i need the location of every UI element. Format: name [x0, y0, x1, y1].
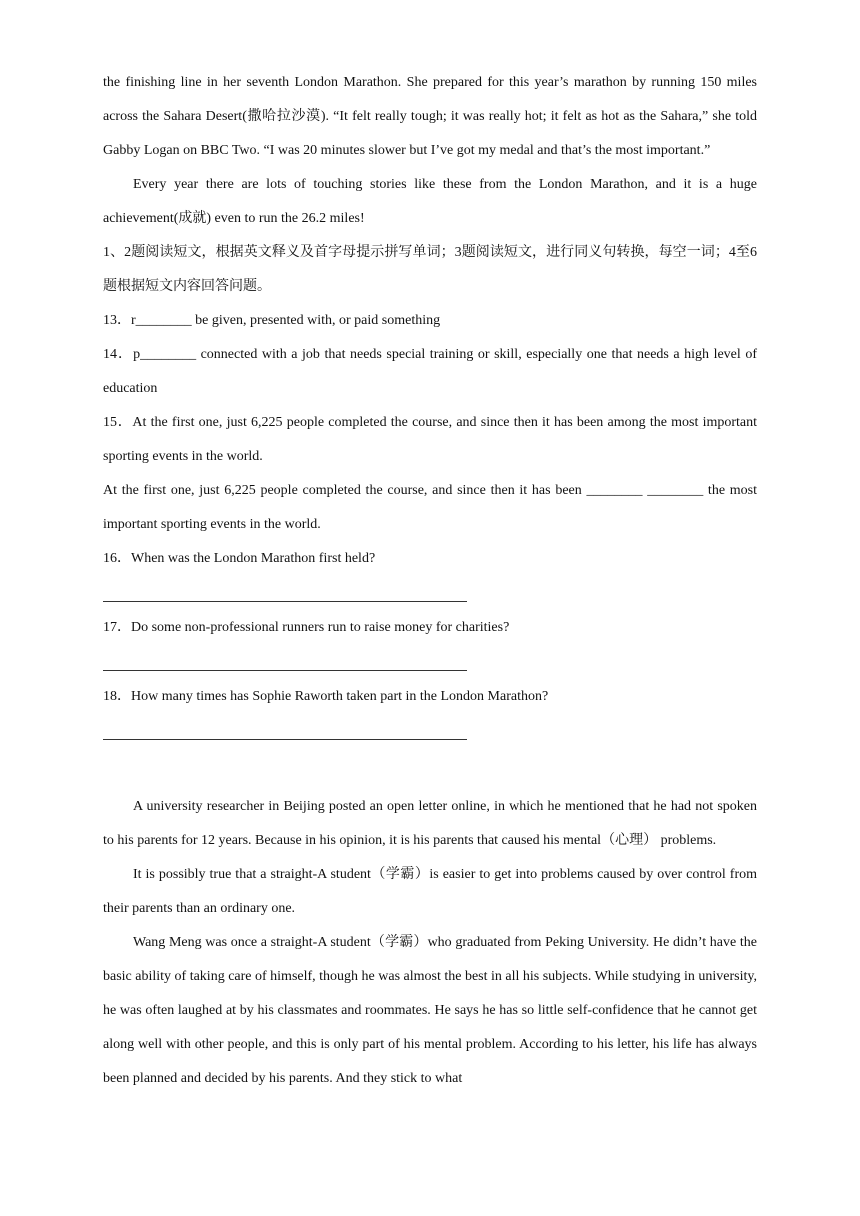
- instructions: 1、2题阅读短文，根据英文释义及首字母提示拼写单词；3题阅读短文，进行同义句转换，每空一词；4至6题根据短文内容回答问题。: [103, 245, 757, 294]
- question-13: 13．r________ be given, presented with, or paid something: [103, 313, 441, 328]
- question-15-original: 15．At the first one, just 6,225 people completed the course, and since then it has been among the most important sporting events in the world.: [103, 415, 757, 464]
- passage-a-paragraph-2: Every year there are lots of touching stories like these from the London Marathon, and it is a huge achievement(成就) even to run the 26.2 miles!: [103, 177, 757, 226]
- document-page: [103, 66, 757, 1096]
- passage-a-paragraph-1: the finishing line in her seventh London Marathon. She prepared for this year’s marathon by running 150 miles across the Sahara Desert(撒哈拉沙漠). “It felt really tough; it was really hot; it felt as hot as the Sahara,” she told Gabby Logan on BBC Two. “I was 20 minutes slower but I’ve got my medal and that’s the most important.”: [103, 75, 757, 158]
- passage-b-paragraph-2: It is possibly true that a straight-A student（学霸）is easier to get into problems caused by over control from their parents than an ordinary one.: [103, 867, 757, 916]
- question-15-rewrite: At the first one, just 6,225 people completed the course, and since then it has been ________ ________ the most important sporting events in the world.: [103, 483, 757, 532]
- question-17: 17．Do some non-professional runners run to raise money for charities?: [103, 620, 510, 635]
- question-18: 18．How many times has Sophie Raworth taken part in the London Marathon?: [103, 689, 549, 704]
- passage-b-paragraph-3: Wang Meng was once a straight-A student（学霸）who graduated from Peking University. He didn’t have the basic ability of taking care of himself, though he was almost the best in all his subjects. While studying in university, he was often laughed at by his classmates and roommates. He says he has so little self-confidence that he cannot get along well with other people, and this is only part of his mental problem. According to his letter, his life has always been planned and decided by his parents. And they stick to what: [103, 935, 757, 1086]
- passage-b-paragraph-1: A university researcher in Beijing posted an open letter online, in which he mentioned that he had not spoken to his parents for 12 years. Because in his opinion, it is his parents that caused his mental（心理） problems.: [103, 799, 757, 848]
- question-14: 14．p________ connected with a job that needs special training or skill, especially one that needs a high level of education: [103, 347, 757, 396]
- question-16: 16．When was the London Marathon first held?: [103, 551, 376, 566]
